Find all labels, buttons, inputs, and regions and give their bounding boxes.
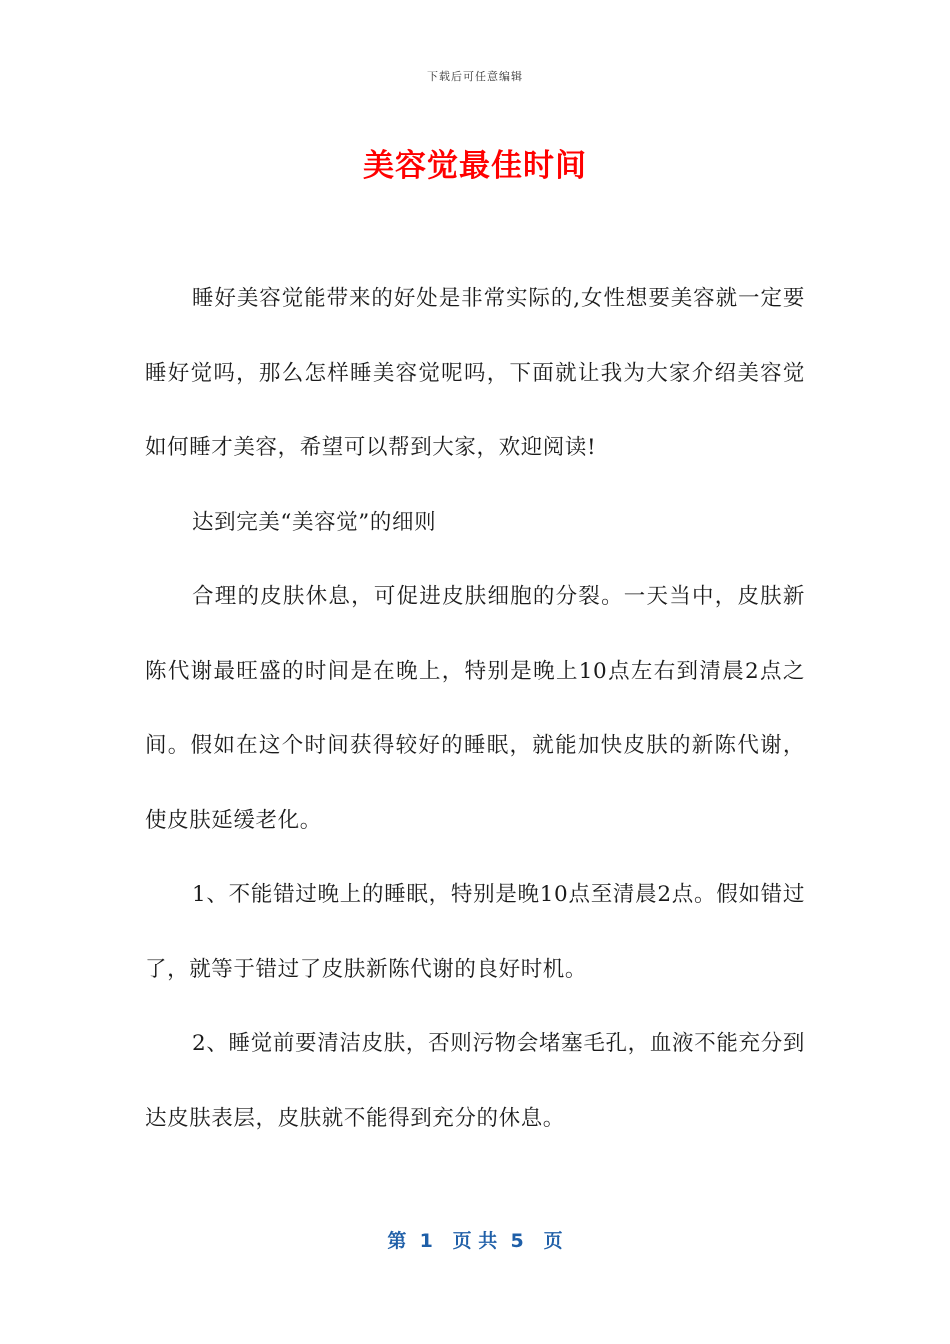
header-note: 下载后可任意编辑 (427, 70, 523, 83)
paragraph-intro: 睡好美容觉能带来的好处是非常实际的,女性想要美容就一定要睡好觉吗，那么怎样睡美容觉呢吗，下面就让我为大家介绍美容觉如何睡才美容，希望可以帮到大家，欢迎阅读! (145, 286, 805, 460)
paragraph-tip-1: 1、不能错过晚上的睡眠，特别是晚10点至清晨2点。假如错过了，就等于错过了皮肤新陈代谢的良好时机。 (145, 882, 805, 982)
paragraph-subheading: 达到完美“美容觉”的细则 (192, 509, 437, 535)
paragraph-tip-2: 2、睡觉前要清洁皮肤，否则污物会堵塞毛孔，血液不能充分到达皮肤表层，皮肤就不能得到充分的休息。 (145, 1031, 805, 1131)
document-body (145, 262, 805, 1156)
page-number-footer: 第 1 页 共 5 页 (387, 1230, 563, 1252)
document-title: 美容觉最佳时间 (363, 148, 587, 184)
paragraph-skin-rest: 合理的皮肤休息，可促进皮肤细胞的分裂。一天当中，皮肤新陈代谢最旺盛的时间是在晚上，特别是晚上10点左右到清晨2点之间。假如在这个时间获得较好的睡眠，就能加快皮肤的新陈代谢，使皮肤延缓老化。 (145, 584, 805, 833)
